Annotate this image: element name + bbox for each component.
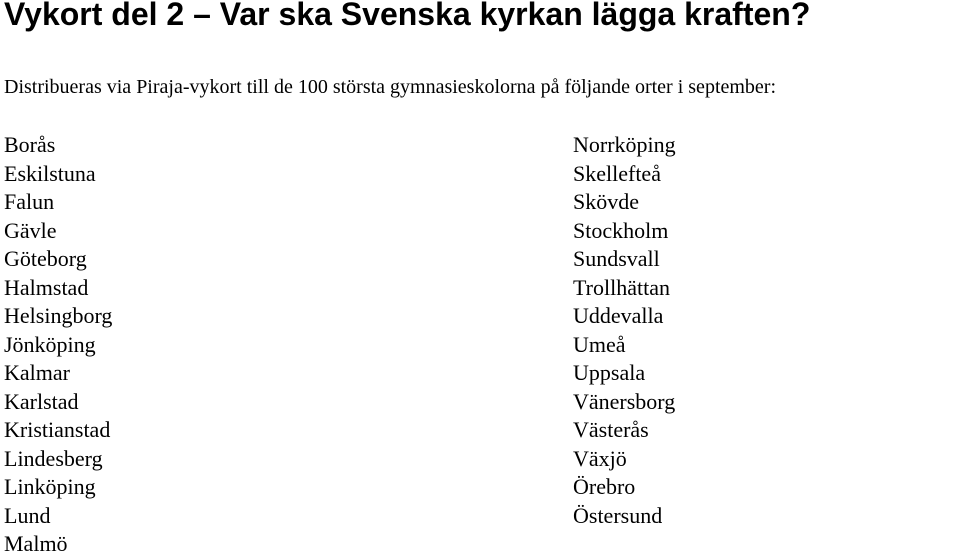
city-list-item: Jönköping — [4, 331, 96, 357]
city-list-item: Vänersborg — [573, 388, 676, 414]
city-list-item: Norrköping — [573, 132, 676, 157]
city-list-item: Lindesberg — [4, 445, 103, 471]
city-list-item: Uppsala — [573, 360, 646, 385]
city-list-item: Linköping — [4, 474, 96, 499]
city-list-item: Sundsvall — [573, 246, 660, 271]
intro-text: Distribueras via Piraja-vykort till de 100 största gymnasieskolorna på följande orter i september: — [4, 76, 777, 98]
city-list-item: Eskilstuna — [4, 160, 96, 186]
city-list-item: Uddevalla — [573, 303, 664, 328]
city-list-item: Umeå — [573, 331, 626, 357]
city-list-item: Göteborg — [4, 246, 87, 271]
city-list-item: Skellefteå — [573, 160, 661, 186]
city-list-item: Örebro — [573, 474, 636, 499]
city-list-item: Halmstad — [4, 274, 89, 300]
city-list-item: Skövde — [573, 189, 639, 214]
city-list-left — [4, 131, 112, 559]
city-list-item: Östersund — [573, 502, 663, 528]
city-list-item: Lund — [4, 502, 51, 528]
city-list-item: Gävle — [4, 217, 57, 243]
page-title: Vykort del 2 – Var ska Svenska kyrkan lägga kraften? — [4, 0, 811, 32]
city-list-item: Borås — [4, 132, 56, 157]
city-list-item: Stockholm — [573, 217, 669, 243]
city-list-item: Falun — [4, 189, 55, 214]
city-list-item: Kalmar — [4, 360, 70, 385]
city-list-item: Växjö — [573, 445, 627, 471]
city-list-right — [573, 131, 676, 530]
city-list-item: Karlstad — [4, 388, 79, 414]
city-list-item: Kristianstad — [4, 417, 111, 442]
city-list-item: Trollhättan — [573, 274, 670, 300]
city-list-item: Helsingborg — [4, 303, 113, 328]
city-list-item: Malmö — [4, 531, 68, 556]
city-list-item: Västerås — [573, 417, 649, 442]
